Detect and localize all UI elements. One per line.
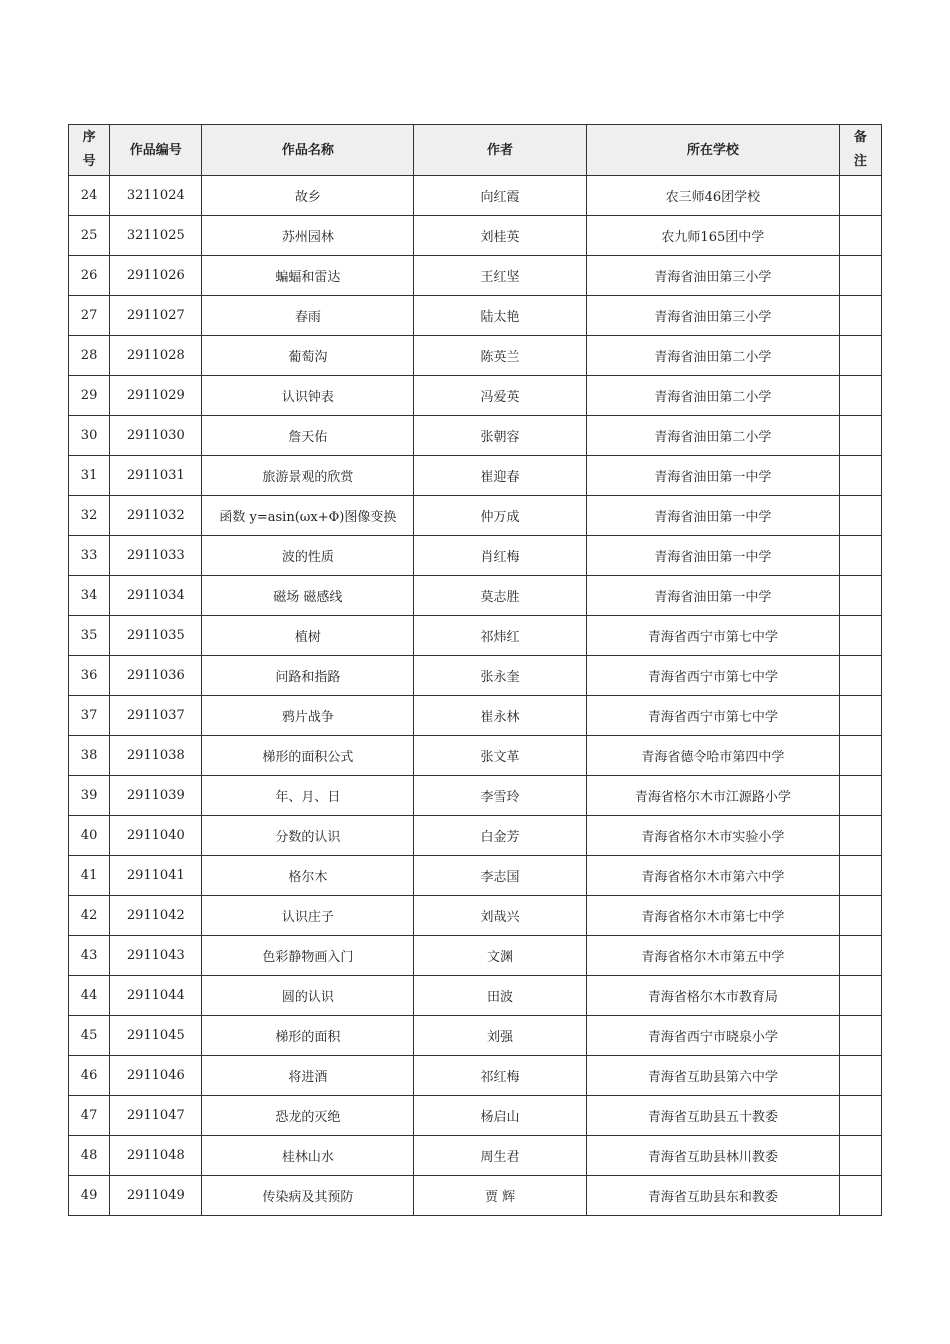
cell-code: 3211025 — [110, 216, 202, 256]
header-author: 作者 — [414, 125, 587, 176]
cell-author: 刘强 — [414, 1016, 587, 1056]
header-note — [839, 125, 881, 176]
cell-note — [839, 1016, 881, 1056]
cell-title: 葡萄沟 — [202, 336, 414, 376]
cell-index: 25 — [69, 216, 110, 256]
cell-note — [839, 816, 881, 856]
cell-author: 贾 辉 — [414, 1176, 587, 1216]
cell-code: 2911043 — [110, 936, 202, 976]
cell-note — [839, 936, 881, 976]
cell-index: 42 — [69, 896, 110, 936]
cell-index: 36 — [69, 656, 110, 696]
cell-note — [839, 1096, 881, 1136]
cell-author: 田波 — [414, 976, 587, 1016]
table-row — [69, 936, 882, 976]
cell-note — [839, 416, 881, 456]
table-row — [69, 696, 882, 736]
cell-code: 2911028 — [110, 336, 202, 376]
cell-index: 26 — [69, 256, 110, 296]
cell-author: 刘桂英 — [414, 216, 587, 256]
cell-title: 波的性质 — [202, 536, 414, 576]
cell-note — [839, 296, 881, 336]
table-row — [69, 656, 882, 696]
table-row — [69, 416, 882, 456]
cell-note — [839, 1056, 881, 1096]
cell-index: 40 — [69, 816, 110, 856]
cell-index: 27 — [69, 296, 110, 336]
cell-code: 2911033 — [110, 536, 202, 576]
cell-title: 鸦片战争 — [202, 696, 414, 736]
cell-title: 格尔木 — [202, 856, 414, 896]
header-index-line-2: 号 — [82, 154, 96, 169]
cell-note — [839, 696, 881, 736]
cell-code: 2911027 — [110, 296, 202, 336]
table-row — [69, 856, 882, 896]
table-row — [69, 896, 882, 936]
cell-author: 周生君 — [414, 1136, 587, 1176]
cell-title: 梯形的面积 — [202, 1016, 414, 1056]
cell-title: 恐龙的灭绝 — [202, 1096, 414, 1136]
cell-school: 青海省互助县五十教委 — [586, 1096, 839, 1136]
cell-code: 2911041 — [110, 856, 202, 896]
table-row — [69, 616, 882, 656]
table-row — [69, 456, 882, 496]
cell-title: 分数的认识 — [202, 816, 414, 856]
cell-school: 青海省油田第二小学 — [586, 376, 839, 416]
cell-title: 苏州园林 — [202, 216, 414, 256]
cell-index: 38 — [69, 736, 110, 776]
cell-author: 祁红梅 — [414, 1056, 587, 1096]
cell-code: 2911044 — [110, 976, 202, 1016]
cell-school: 青海省油田第三小学 — [586, 296, 839, 336]
cell-code: 2911046 — [110, 1056, 202, 1096]
cell-school: 农九师165团中学 — [586, 216, 839, 256]
cell-note — [839, 656, 881, 696]
cell-author: 陈英兰 — [414, 336, 587, 376]
header-index — [69, 125, 110, 176]
cell-author: 李志国 — [414, 856, 587, 896]
cell-author: 王红坚 — [414, 256, 587, 296]
cell-title: 桂林山水 — [202, 1136, 414, 1176]
cell-school: 青海省格尔木市第五中学 — [586, 936, 839, 976]
table-body — [69, 176, 882, 1216]
cell-title: 认识钟表 — [202, 376, 414, 416]
works-table — [68, 124, 882, 1216]
cell-school: 青海省格尔木市教育局 — [586, 976, 839, 1016]
cell-code: 2911029 — [110, 376, 202, 416]
cell-author: 张文革 — [414, 736, 587, 776]
cell-school: 青海省互助县东和教委 — [586, 1176, 839, 1216]
table-row — [69, 536, 882, 576]
cell-index: 30 — [69, 416, 110, 456]
cell-code: 2911045 — [110, 1016, 202, 1056]
cell-title: 詹天佑 — [202, 416, 414, 456]
table-row — [69, 1096, 882, 1136]
cell-author: 杨启山 — [414, 1096, 587, 1136]
cell-code: 2911048 — [110, 1136, 202, 1176]
header-index-line-1: 序 — [82, 130, 96, 145]
cell-index: 34 — [69, 576, 110, 616]
table-header — [69, 125, 882, 176]
cell-author: 张永奎 — [414, 656, 587, 696]
cell-note — [839, 176, 881, 216]
cell-author: 向红霞 — [414, 176, 587, 216]
cell-title: 故乡 — [202, 176, 414, 216]
cell-index: 37 — [69, 696, 110, 736]
cell-author: 崔迎春 — [414, 456, 587, 496]
cell-code: 2911034 — [110, 576, 202, 616]
cell-school: 青海省油田第一中学 — [586, 496, 839, 536]
cell-index: 35 — [69, 616, 110, 656]
cell-school: 青海省油田第二小学 — [586, 336, 839, 376]
header-note-line-1: 备 — [853, 130, 867, 145]
cell-index: 46 — [69, 1056, 110, 1096]
cell-index: 47 — [69, 1096, 110, 1136]
cell-note — [839, 896, 881, 936]
table-row — [69, 776, 882, 816]
cell-author: 祁炜红 — [414, 616, 587, 656]
cell-author: 白金芳 — [414, 816, 587, 856]
table-row — [69, 1176, 882, 1216]
cell-school: 青海省油田第一中学 — [586, 456, 839, 496]
cell-school: 青海省格尔木市第七中学 — [586, 896, 839, 936]
cell-index: 41 — [69, 856, 110, 896]
cell-index: 39 — [69, 776, 110, 816]
table-row — [69, 816, 882, 856]
cell-school: 青海省互助县第六中学 — [586, 1056, 839, 1096]
cell-index: 32 — [69, 496, 110, 536]
cell-note — [839, 336, 881, 376]
cell-code: 2911037 — [110, 696, 202, 736]
cell-author: 肖红梅 — [414, 536, 587, 576]
cell-school: 青海省西宁市第七中学 — [586, 696, 839, 736]
cell-school: 青海省西宁市晓泉小学 — [586, 1016, 839, 1056]
header-row — [69, 125, 882, 176]
table-row — [69, 1056, 882, 1096]
table-row — [69, 176, 882, 216]
table-row — [69, 376, 882, 416]
cell-title: 蝙蝠和雷达 — [202, 256, 414, 296]
header-code: 作品编号 — [110, 125, 202, 176]
header-note-line-2: 注 — [853, 154, 867, 169]
cell-note — [839, 216, 881, 256]
cell-author: 文渊 — [414, 936, 587, 976]
cell-code: 2911036 — [110, 656, 202, 696]
cell-code: 2911038 — [110, 736, 202, 776]
cell-author: 冯爱英 — [414, 376, 587, 416]
cell-title: 问路和指路 — [202, 656, 414, 696]
cell-title: 色彩静物画入门 — [202, 936, 414, 976]
cell-school: 青海省西宁市第七中学 — [586, 656, 839, 696]
cell-school: 青海省油田第一中学 — [586, 536, 839, 576]
cell-author: 刘哉兴 — [414, 896, 587, 936]
cell-note — [839, 736, 881, 776]
table-row — [69, 216, 882, 256]
table-row — [69, 256, 882, 296]
cell-index: 49 — [69, 1176, 110, 1216]
cell-code: 3211024 — [110, 176, 202, 216]
cell-index: 31 — [69, 456, 110, 496]
cell-school: 青海省格尔木市实验小学 — [586, 816, 839, 856]
cell-title: 旅游景观的欣赏 — [202, 456, 414, 496]
cell-note — [839, 616, 881, 656]
cell-school: 农三师46团学校 — [586, 176, 839, 216]
cell-school: 青海省德令哈市第四中学 — [586, 736, 839, 776]
cell-title: 传染病及其预防 — [202, 1176, 414, 1216]
cell-title: 梯形的面积公式 — [202, 736, 414, 776]
cell-code: 2911047 — [110, 1096, 202, 1136]
cell-author: 陆太艳 — [414, 296, 587, 336]
cell-code: 2911030 — [110, 416, 202, 456]
table-row — [69, 1016, 882, 1056]
cell-title: 磁场 磁感线 — [202, 576, 414, 616]
cell-note — [839, 1176, 881, 1216]
table-row — [69, 336, 882, 376]
cell-code: 2911035 — [110, 616, 202, 656]
cell-school: 青海省西宁市第七中学 — [586, 616, 839, 656]
cell-note — [839, 576, 881, 616]
cell-author: 莫志胜 — [414, 576, 587, 616]
cell-code: 2911031 — [110, 456, 202, 496]
cell-title: 将进酒 — [202, 1056, 414, 1096]
cell-title: 函数 y=asin(ωx+Φ)图像变换 — [202, 496, 414, 536]
cell-code: 2911040 — [110, 816, 202, 856]
cell-school: 青海省格尔木市江源路小学 — [586, 776, 839, 816]
cell-index: 44 — [69, 976, 110, 1016]
cell-school: 青海省油田第二小学 — [586, 416, 839, 456]
cell-author: 仲万成 — [414, 496, 587, 536]
cell-note — [839, 776, 881, 816]
cell-index: 28 — [69, 336, 110, 376]
cell-title: 植树 — [202, 616, 414, 656]
cell-code: 2911049 — [110, 1176, 202, 1216]
cell-author: 张朝容 — [414, 416, 587, 456]
cell-index: 43 — [69, 936, 110, 976]
cell-index: 45 — [69, 1016, 110, 1056]
cell-note — [839, 1136, 881, 1176]
table-row — [69, 736, 882, 776]
cell-school: 青海省互助县林川教委 — [586, 1136, 839, 1176]
table-row — [69, 296, 882, 336]
cell-note — [839, 376, 881, 416]
table-row — [69, 976, 882, 1016]
cell-author: 崔永林 — [414, 696, 587, 736]
cell-note — [839, 976, 881, 1016]
cell-school: 青海省格尔木市第六中学 — [586, 856, 839, 896]
cell-index: 24 — [69, 176, 110, 216]
cell-school: 青海省油田第一中学 — [586, 576, 839, 616]
cell-title: 圆的认识 — [202, 976, 414, 1016]
cell-note — [839, 536, 881, 576]
cell-code: 2911042 — [110, 896, 202, 936]
table-row — [69, 576, 882, 616]
cell-note — [839, 856, 881, 896]
cell-index: 29 — [69, 376, 110, 416]
cell-code: 2911026 — [110, 256, 202, 296]
cell-index: 48 — [69, 1136, 110, 1176]
cell-code: 2911032 — [110, 496, 202, 536]
cell-title: 认识庄子 — [202, 896, 414, 936]
header-title: 作品名称 — [202, 125, 414, 176]
cell-title: 春雨 — [202, 296, 414, 336]
header-school: 所在学校 — [586, 125, 839, 176]
cell-title: 年、月、日 — [202, 776, 414, 816]
cell-note — [839, 256, 881, 296]
cell-code: 2911039 — [110, 776, 202, 816]
cell-index: 33 — [69, 536, 110, 576]
cell-note — [839, 496, 881, 536]
table-row — [69, 496, 882, 536]
cell-author: 李雪玲 — [414, 776, 587, 816]
cell-school: 青海省油田第三小学 — [586, 256, 839, 296]
table-row — [69, 1136, 882, 1176]
cell-note — [839, 456, 881, 496]
